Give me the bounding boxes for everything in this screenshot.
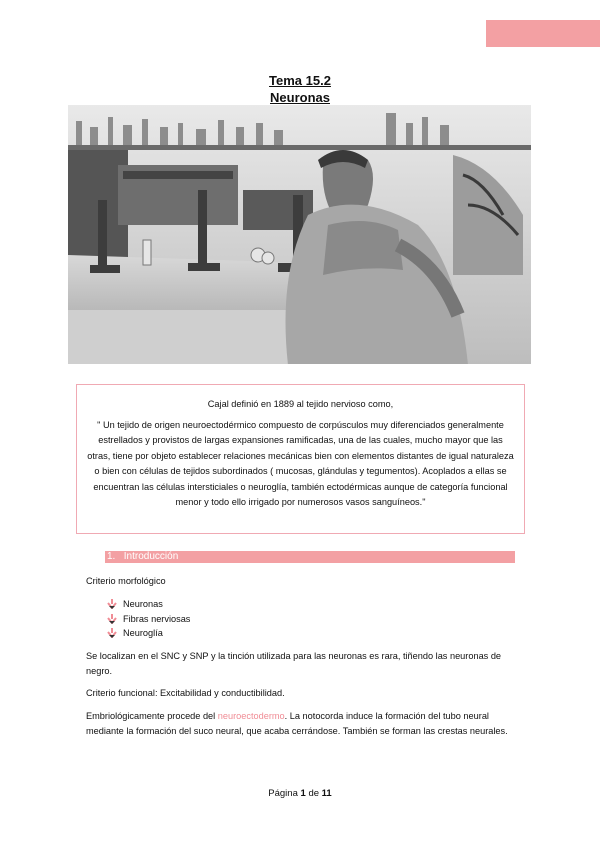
embrio-text-after: . La notocorda induce la formación del tubo neural mediante la formación del suco neural, que acaba cerrándose. También se forman las crestas neurales. bbox=[86, 711, 508, 736]
pink-arrow-icon bbox=[106, 614, 118, 624]
list-item bbox=[106, 626, 190, 641]
criterio-funcional: Criterio funcional: Excitabilidad y conductibilidad. bbox=[86, 688, 285, 698]
pink-arrow-icon bbox=[106, 628, 118, 638]
quote-intro: Cajal definió en 1889 al tejido nervioso como, bbox=[207, 399, 394, 409]
section-heading-bar bbox=[105, 551, 515, 563]
footer-total-pages: 11 bbox=[321, 788, 332, 799]
quote-text: " Un tejido de origen neuroectodérmico compuesto de corpúsculos muy diferenciados generalmente estrellados y provistos de largas expansiones ramificadas, una de las cuales, mucho mayor que las otras, tiene por objeto establecer relaciones mecánicas bien con elementos distantes de igual naturaleza o bien con células de tejidos subordinados ( mucosas, glándulas y tegumentos). Acoplados a ellas se encuentran las células intersticiales o neuroglía, también ectodérmicas aunque de categoría funcional menor y todo ello irrigado por numerosos vasos sanguíneos." bbox=[87, 419, 514, 507]
bullet-label: Neuronas bbox=[123, 599, 163, 609]
bullet-label: Fibras nerviosas bbox=[123, 613, 191, 624]
localizacion-paragraph: Se localizan en el SNC y SNP y la tinción utilizada para las neuronas es rara, tiñendo las neuronas de negro. bbox=[86, 651, 502, 676]
embrio-text-before: Embriológicamente procede del bbox=[86, 711, 218, 721]
section-title: Introducción bbox=[123, 551, 179, 562]
bullet-label: Neuroglía bbox=[123, 628, 163, 638]
header-accent-tab bbox=[486, 20, 600, 47]
list-item bbox=[106, 612, 190, 627]
document-subtitle: Neuronas bbox=[270, 90, 330, 105]
cajal-quote-box bbox=[76, 384, 525, 534]
page-footer bbox=[0, 788, 600, 799]
footer-current-page: 1 bbox=[300, 788, 306, 799]
section-number: 1. bbox=[107, 551, 116, 562]
bullet-list bbox=[106, 597, 190, 641]
criterio-morfologico: Criterio morfológico bbox=[86, 576, 166, 586]
embriologia-paragraph bbox=[86, 709, 516, 739]
document-title: Tema 15.2 bbox=[269, 73, 331, 88]
neuroectodermo-highlight: neuroectodermo bbox=[217, 711, 285, 721]
footer-de: de bbox=[308, 788, 320, 799]
pink-arrow-icon bbox=[106, 599, 118, 609]
footer-pagina: Página bbox=[268, 788, 298, 799]
list-item bbox=[106, 597, 190, 612]
historical-photo bbox=[68, 105, 531, 364]
